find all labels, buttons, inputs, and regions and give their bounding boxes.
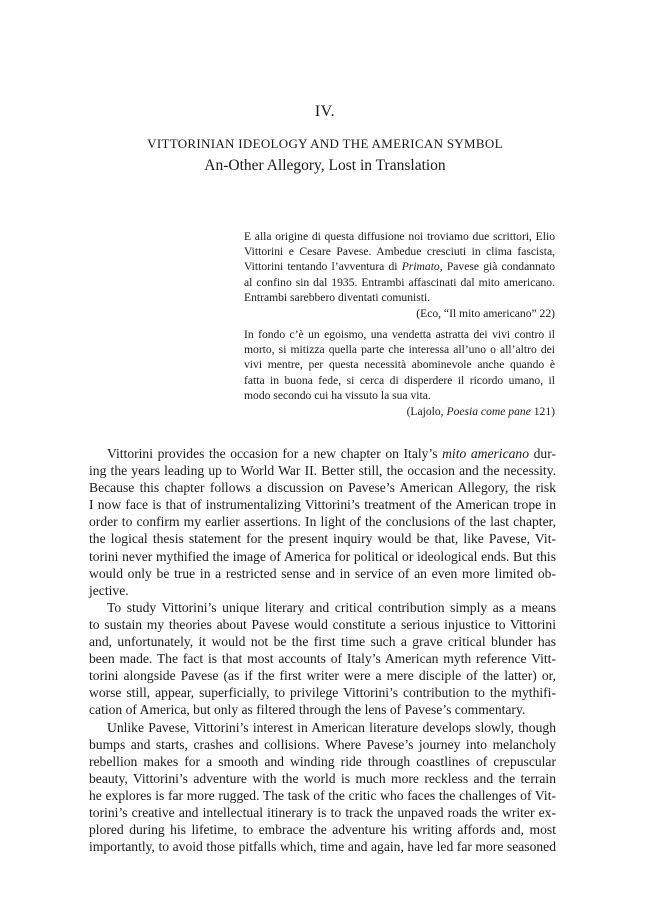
body-line: Unlike Pavese, Vittorini’s interest in American literature develops slowly, though [107, 719, 556, 735]
body-line: been made. The fact is that most accounts of Italy’s American myth reference Vitt- [89, 651, 556, 667]
epigraph-line: In fondo c’è un egoismo, una vendetta astratta dei vivi contro il [244, 328, 555, 341]
epigraph-line: al confino sin dal 1935. Entrambi affascinati dal mito americano. [244, 275, 555, 289]
body-line: torini alongside Pavese (as if the first writer were a mere disciple of the latter) or, [89, 668, 556, 684]
chapter-subtitle: An-Other Allegory, Lost in Translation [204, 157, 446, 174]
epigraph-lajolo [244, 327, 555, 419]
epigraph-line: Vittorini tentando l’avventura di Primato, Pavese già condannato [244, 260, 555, 274]
body-line: To study Vittorini’s unique literary and critical contribution simply as a means [107, 599, 556, 615]
epigraph-line: morto, si mitizza quella parte che interessa all’uno o all’altro dei [244, 343, 555, 357]
epigraph-line: Entrambi sarebbero diventati comunisti. [244, 290, 431, 304]
body-line: importantly, to avoid those pitfalls which, time and again, have led far more seasoned [89, 839, 556, 855]
epigraph-citation: (Eco, “Il mito americano” 22) [416, 307, 555, 321]
body-line: rebellion makes for a smooth and winding ride through coastlines of crepuscular [89, 753, 556, 769]
body-line: jective. [89, 582, 129, 598]
body-line: I now face is that of instrumentalizing Vittorini’s treatment of the American trope in [89, 497, 556, 513]
body-line: worse still, appear, superficially, to privilege Vittorini’s contribution to the mythifi- [89, 685, 556, 701]
body-line: plored during his lifetime, to embrace the adventure his writing affords and, most [89, 822, 556, 838]
body-text [89, 445, 556, 855]
epigraph-line: E alla origine di questa diffusione noi troviamo due scrittori, Elio [244, 230, 555, 243]
chapter-number: IV. [314, 103, 336, 120]
epigraph-citation: (Lajolo, Poesia come pane 121) [406, 405, 555, 419]
body-line: Because this chapter follows a discussion on Pavese’s American Allegory, the risk [89, 480, 556, 496]
body-line: Vittorini provides the occasion for a new chapter on Italy’s mito americano dur- [107, 446, 556, 461]
body-line: ing the years leading up to World War II. Better still, the occasion and the necessity. [89, 463, 556, 479]
epigraph-line: fatta in buona fede, si cerca di disperdere il ricordo umano, il [244, 373, 555, 387]
body-line: bumps and starts, crashes and collisions. Where Pavese’s journey into melancholy [89, 736, 556, 752]
body-line: and, unfortunately, it would not be the first time such a grave critical blunder has [89, 634, 556, 650]
epigraph-eco [244, 229, 555, 321]
epigraph-line: Vittorini e Cesare Pavese. Ambedue cresciuti in clima fascista, [244, 245, 555, 259]
body-line: cation of America, but only as filtered through the lens of Pavese’s commentary. [89, 702, 526, 718]
body-line: torini’s creative and intellectual itinerary is to track the unpaved roads the writer ex- [89, 804, 556, 820]
body-line: would only be true in a restricted sense and in service of an even more limited ob- [89, 565, 556, 581]
body-line: torini never mythified the image of America for political or ideological ends. But this [89, 548, 556, 564]
body-line: order to confirm my earlier assertions. In light of the conclusions of the last chapter, [89, 514, 556, 530]
body-line: to sustain my theories about Pavese would constitute a serious injustice to Vittorini [89, 616, 556, 632]
epigraph-line: vivi mentre, per questa necessità abominevole anche quando è [244, 358, 555, 372]
body-line: the logical thesis statement for the present inquiry would be that, like Pavese, Vit- [89, 531, 556, 547]
epigraph-line: modo secondo cui ha vissuto la sua vita. [244, 388, 431, 402]
chapter-title: VITTORINIAN IDEOLOGY AND THE AMERICAN SYMBOL [147, 136, 503, 151]
body-line: beauty, Vittorini’s adventure with the world is much more reckless and the terrain [89, 770, 556, 786]
body-line: he explores is far more rugged. The task of the critic who faces the challenges of Vit- [89, 787, 556, 803]
